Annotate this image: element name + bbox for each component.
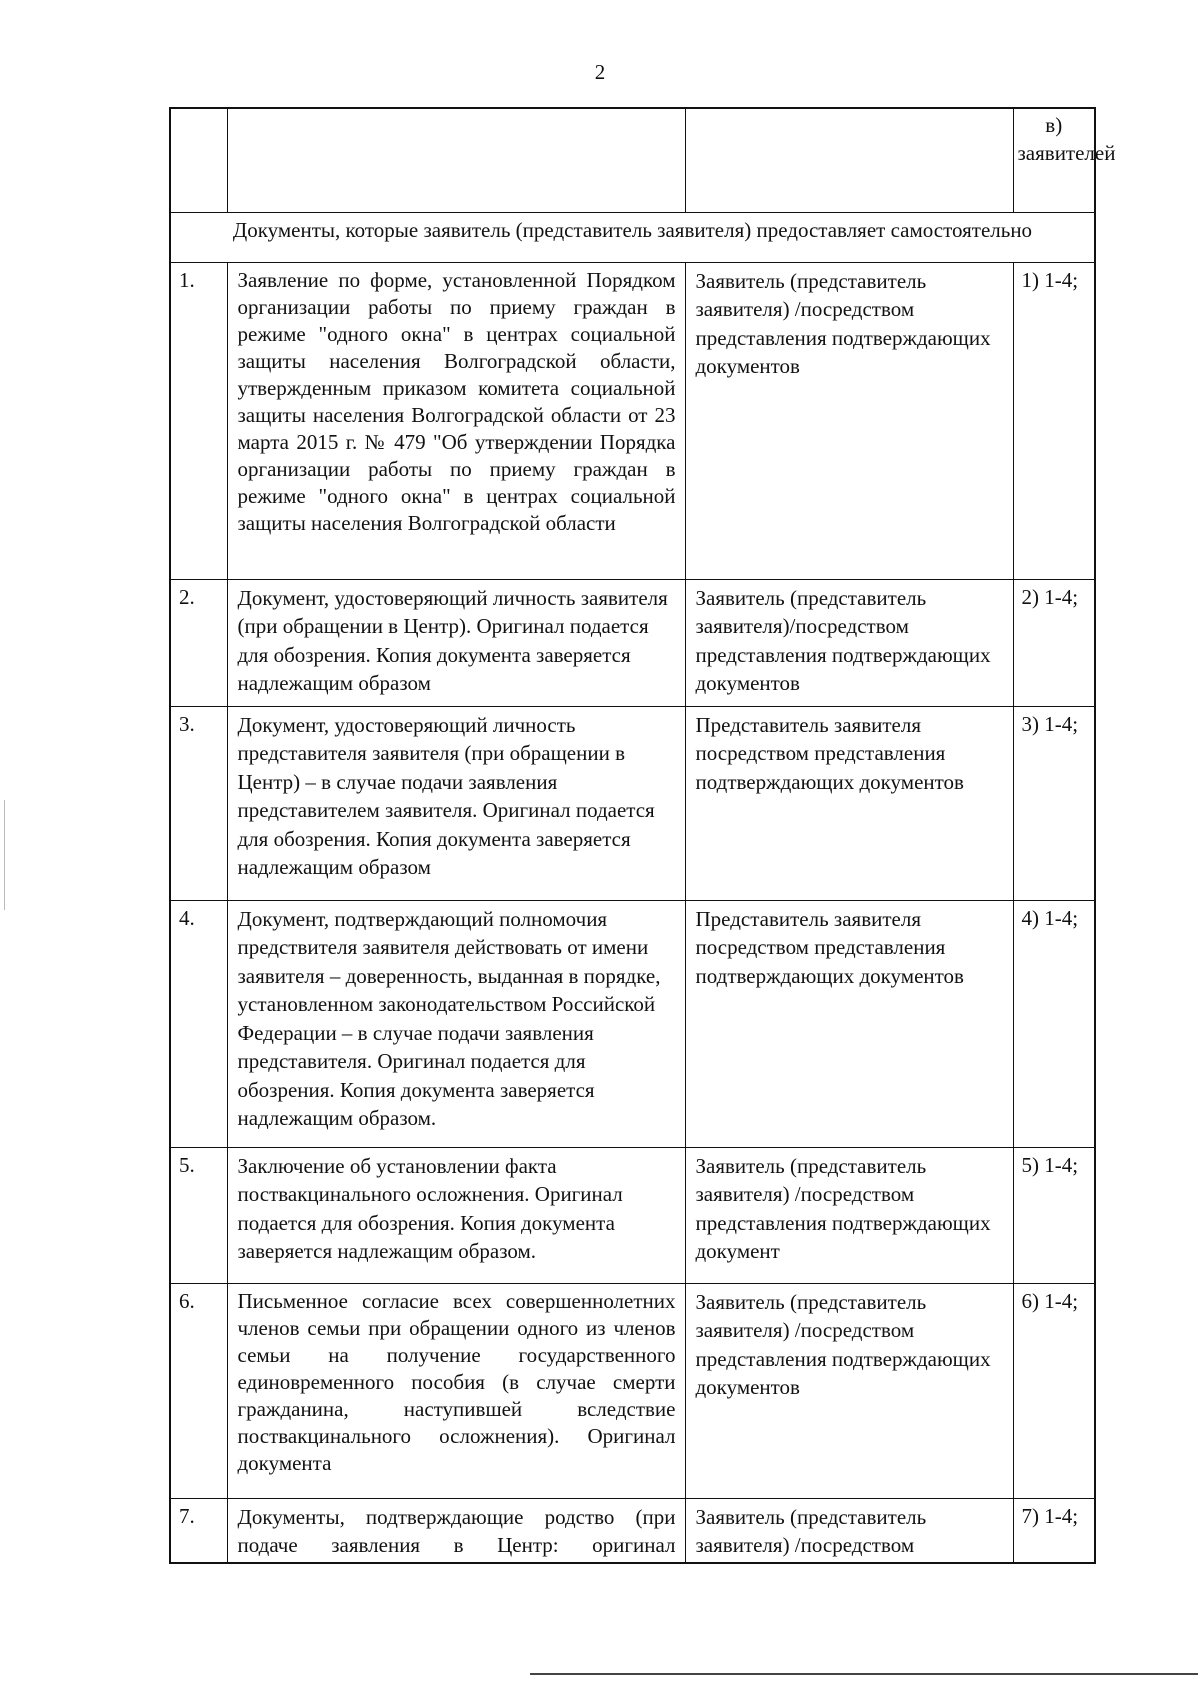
row-submitter: Представитель заявителя посредством представления подтверждающих документов [685,706,1013,900]
row-document: Заключение об установлении факта поствакцинального осложнения. Оригинал подается для обозрения. Копия документа заверяется надлежащим образом. [227,1147,685,1283]
header-ref-cell: в) заявителей [1013,108,1095,212]
row-ref: 7) 1-4; [1013,1498,1095,1563]
scan-artifact-line-left [4,800,5,910]
table-row [170,900,1095,1147]
row-number: 2. [170,579,227,706]
row-document: Документы, подтверждающие родство (при подаче заявления в Центр: оригинал [227,1498,685,1563]
row-ref: 1) 1-4; [1013,262,1095,579]
scan-artifact-line [530,1673,1198,1675]
row-document: Документ, удостоверяющий личность заявителя (при обращении в Центр). Оригинал подается для обозрения. Копия документа заверяется надлежащим образом [227,579,685,706]
table-row [170,1498,1095,1563]
header-row [170,108,1095,212]
row-submitter: Представитель заявителя посредством представления подтверждающих документов [685,900,1013,1147]
row-number: 5. [170,1147,227,1283]
row-number: 4. [170,900,227,1147]
header-num-cell [170,108,227,212]
row-ref: 3) 1-4; [1013,706,1095,900]
row-document: Документ, подтверждающий полномочия предствителя заявителя действовать от имени заявителя – доверенность, выданная в порядке, установленном законодательством Российской Федерации – в случае подачи заявления представителя. Оригинал подается для обозрения. Копия документа заверяется надлежащим образом. [227,900,685,1147]
row-document: Письменное согласие всех совершеннолетних членов семьи при обращении одного из членов семьи на получение государственного единовременного пособия (в случае смерти гражданина, наступившей вследствие поствакцинального осложнения). Оригинал документа [227,1283,685,1498]
table-row [170,262,1095,579]
row-number: 1. [170,262,227,579]
row-document: Документ, удостоверяющий личность представителя заявителя (при обращении в Центр) – в случае подачи заявления представителем заявителя. Оригинал подается для обозрения. Копия документа заверяется надлежащим образом [227,706,685,900]
row-number: 7. [170,1498,227,1563]
row-number: 6. [170,1283,227,1498]
row-submitter: Заявитель (представитель заявителя) /посредством представления подтверждающих документов [685,1283,1013,1498]
table-row [170,579,1095,706]
header-doc-cell [227,108,685,212]
row-ref: 5) 1-4; [1013,1147,1095,1283]
page-number: 2 [594,60,606,84]
row-ref: 6) 1-4; [1013,1283,1095,1498]
row-submitter: Заявитель (представитель заявителя) /посредством представления подтверждающих документов [685,262,1013,579]
section-row [170,212,1095,262]
row-submitter: Заявитель (представитель заявителя) /посредством [685,1498,1013,1563]
row-ref: 4) 1-4; [1013,900,1095,1147]
row-submitter: Заявитель (представитель заявителя) /посредством представления подтверждающих документ [685,1147,1013,1283]
row-document: Заявление по форме, установленной Порядком организации работы по приему граждан в режиме "одного окна" в центрах социальной защиты населения Волгоградской области, утвержденным приказом комитета социальной защиты населения Волгоградской области от 23 марта 2015 г. № 479 "Об утверждении Порядка организации работы по приему граждан в режиме "одного окна" в центрах социальной защиты населения Волгоградской области [227,262,685,579]
row-submitter: Заявитель (представитель заявителя)/посредством представления подтверждающих документов [685,579,1013,706]
header-who-cell [685,108,1013,212]
section-title: Документы, которые заявитель (представитель заявителя) предоставляет самостоятельно [170,212,1095,262]
documents-table [169,107,1116,1564]
table-row [170,1147,1095,1283]
table-row [170,1283,1095,1498]
table-row [170,706,1095,900]
row-ref: 2) 1-4; [1013,579,1095,706]
row-number: 3. [170,706,227,900]
